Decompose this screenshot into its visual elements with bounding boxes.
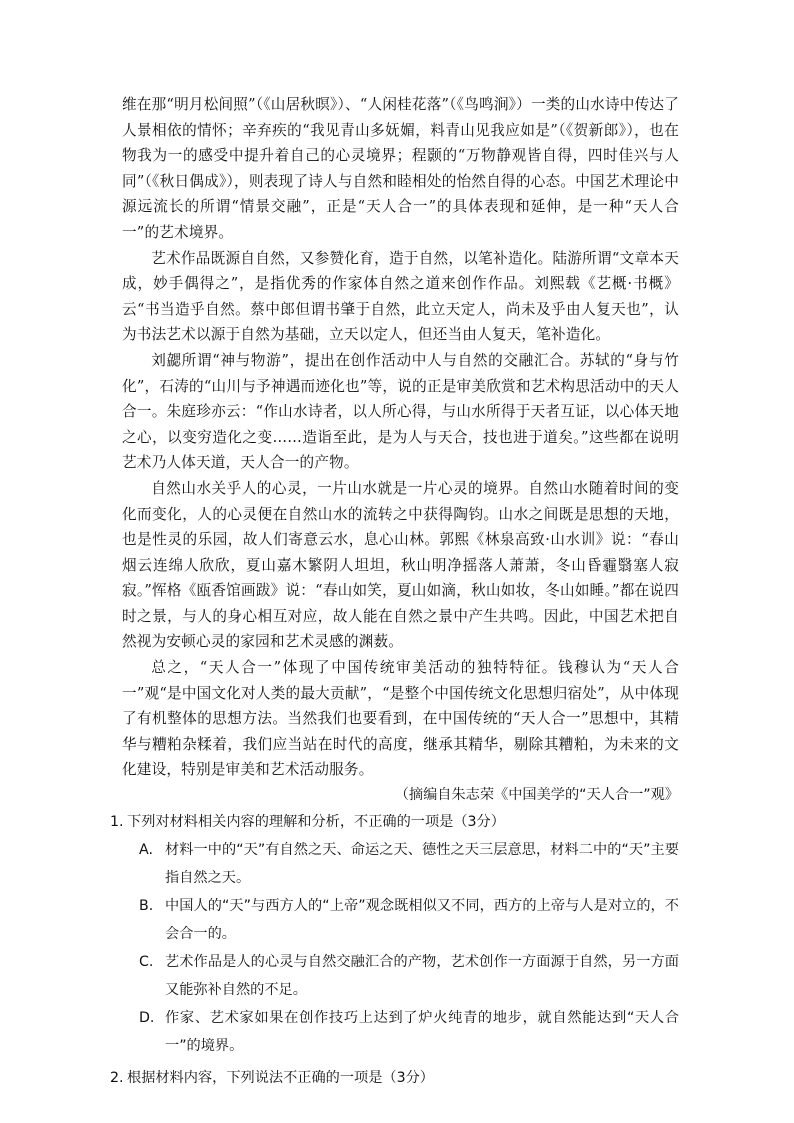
option-a [139, 836, 679, 892]
passage-paragraph-3: 刘勰所谓“神与物游”，提出在创作活动中人与自然的交融汇合。苏轼的“身与竹化”，石涛的“山川与予神遇而迹化也”等，说的正是审美欣赏和艺术构思活动中的天人合一。朱庭珍亦云：“作山水诗者，以人所心得，与山水所得于天者互证，以心体天地之心，以变穷造化之变……造诣至此，是为人与天合，技也进于道矣。”这些都在说明艺术乃人体天道，天人合一的产物。 [122, 351, 679, 472]
option-label: D. [139, 1010, 155, 1027]
passage-paragraph-4: 自然山水关乎人的心灵，一片山水就是一片心灵的境界。自然山水随着时间的变化而变化，人的心灵便在自然山水的流转之中获得陶钧。山水之间既是思想的天地，也是性灵的乐园，故人们寄意云水，息心山林。郭熙《林泉高致·山水训》说：“春山烟云连绵人欣欣，夏山嘉木繁阴人坦坦，秋山明净摇落人萧萧，冬山昏霾翳塞人寂寂。”恽格《瓯香馆画跋》说：“春山如笑，夏山如滴，秋山如妆，冬山如睡。”都在说四时之景，与人的身心相互对应，故人能在自然之景中产生共鸣。因此，中国艺术把自然视为安顿心灵的家园和艺术灵感的渊薮。 [122, 479, 679, 651]
option-text: 中国人的“天”与西方人的“上帝”观念既相似又不同，西方的上帝与人是对立的，不会合一的。 [165, 898, 679, 943]
passage-paragraph-1: 维在那“明月松间照”（《山居秋暝》）、“人闲桂花落”（《鸟鸣涧》）一类的山水诗中传达了人景相依的情怀；辛弃疾的“我见青山多妩媚，料青山见我应如是”（《贺新郎》），也在物我为一的感受中提升着自己的心灵境界；程颢的“万物静观皆自得，四时佳兴与人同”（《秋日偶成》），则表现了诗人与自然和睦相处的怡然自得的心态。中国艺术理论中源远流长的所谓“情景交融”，正是“天人合一”的具体表现和延伸，是一种“天人合一”的艺术境界。 [122, 96, 679, 241]
reading-passage [122, 92, 679, 783]
option-c [139, 948, 679, 1004]
option-d [139, 1004, 679, 1060]
question-2 [110, 1064, 679, 1092]
question-stem: 下列对材料相关内容的理解和分析，不正确的一项是（3分） [127, 814, 505, 831]
option-b [139, 892, 679, 948]
question-list [110, 808, 679, 1092]
question-number: 2. [110, 1070, 124, 1087]
option-label: A. [139, 842, 153, 859]
question-stem: 根据材料内容，下列说法不正确的一项是（3分） [127, 1070, 434, 1087]
passage-source: （摘编自朱志荣《中国美学的“天人合一”观》 [394, 787, 679, 804]
option-text: 材料一中的“天”有自然之天、命运之天、德性之天三层意思，材料二中的“天”主要指自然之天。 [165, 842, 679, 887]
question-number: 1. [110, 814, 124, 831]
passage-paragraph-2: 艺术作品既源自自然，又参赞化育，造于自然，以笔补造化。陆游所谓“文章本天成，妙手偶得之”，是指优秀的作家体自然之道来创作作品。刘熙载《艺概·书概》云“书当造乎自然。蔡中郎但谓书肇于自然，此立天定人，尚未及乎由人复天也”，认为书法艺术以源于自然为基础，立天以定人，但还当由人复天，笔补造化。 [122, 249, 679, 344]
option-text: 艺术作品是人的心灵与自然交融汇合的产物，艺术创作一方面源于自然，另一方面又能弥补自然的不足。 [165, 954, 679, 999]
question-1 [110, 808, 679, 1060]
document-page [110, 92, 679, 1092]
passage-paragraph-5: 总之，“天人合一”体现了中国传统审美活动的独特特征。钱穆认为“天人合一”观“是中国文化对人类的最大贡献”，“是整个中国传统文化思想归宿处”，从中体现了有机整体的思想方法。当然我们也要看到，在中国传统的“天人合一”思想中，其精华与糟粕杂糅着，我们应当站在时代的高度，继承其精华，剔除其糟粕，为未来的文化建设，特别是审美和艺术活动服务。 [122, 659, 679, 779]
option-text: 作家、艺术家如果在创作技巧上达到了炉火纯青的地步，就自然能达到“天人合一”的境界。 [165, 1010, 679, 1055]
option-label: C. [139, 954, 154, 971]
option-label: B. [139, 898, 154, 915]
